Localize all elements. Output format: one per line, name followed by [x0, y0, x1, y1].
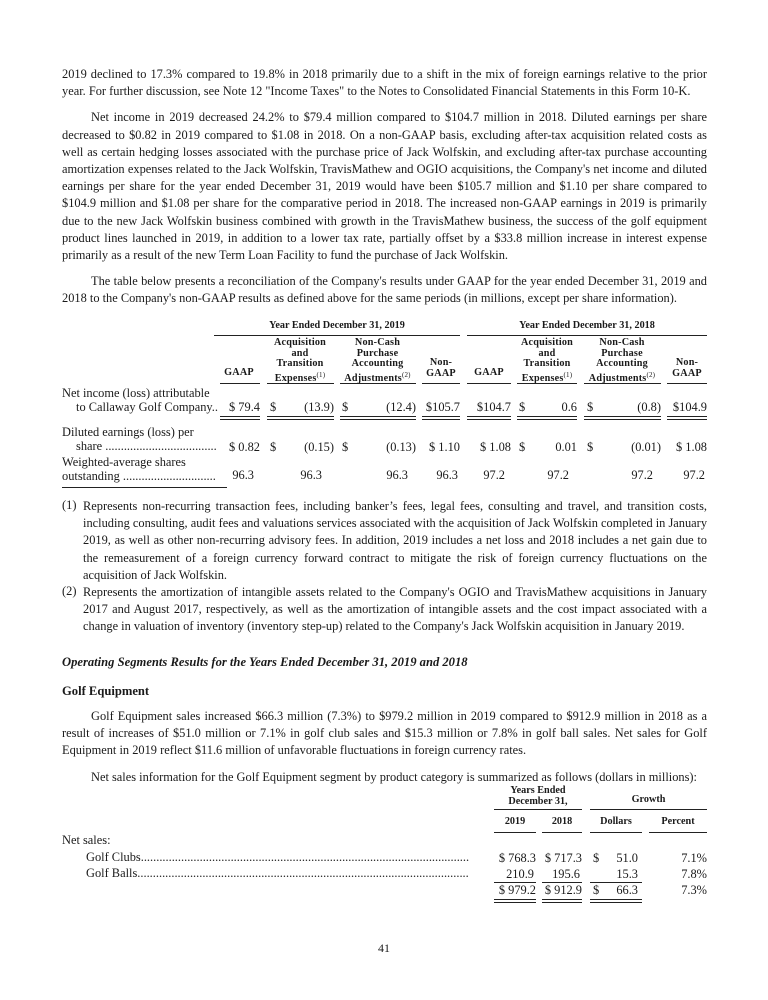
row-label-shares — [62, 456, 216, 483]
cell-value: (1) — [62, 498, 77, 512]
cell-value: $104.9 — [672, 400, 707, 414]
col-header-gaap-2019: GAAP — [224, 367, 254, 378]
cell-value: 97.2 — [547, 468, 569, 482]
cell-value: $ 0.82 — [229, 440, 260, 454]
cell-value: 0.01 — [555, 440, 577, 454]
row-golf-balls — [86, 867, 491, 881]
paragraph-net-income: Net income in 2019 decreased 24.2% to $79.4 million compared to $104.7 million in 2018. Diluted earnings per share decreased to $0.82 in 2019 compared to $1.08 in 2018. On a non-GAAP basis, excluding after-tax acquisition related costs as well as certain hedging losses associated with the purchase price of Jack Wolfskin, and excluding after-tax purchase accounting amortization expenses related to the Jack Wolfskin, TravisMathew and OGIO acquisitions, the Company's net income and diluted earnings per share for the year ended December 31, 2019 would have been $105.7 million and $1.10 per share compared to $104.9 million and $1.08 per share for the comparative period in 2018. The increased non-GAAP earnings in 2019 is primarily due to the new Jack Wolfskin business combined with growth in the TravisMathew business, the success of the golf equipment product lines launched in 2019, in addition to a lower tax rate, partially offset by a $33.8 million increase in interest expense primarily as a result of the new Term Loan Facility to fund the purchase of Jack Wolfskin. — [62, 110, 707, 263]
row-label-diluted-eps — [62, 426, 217, 453]
cell-value: 97.2 — [483, 468, 505, 482]
cell-value: Accounting — [351, 358, 404, 369]
cell-value: Expenses — [521, 372, 564, 384]
cell-value: $ — [593, 851, 600, 865]
cell-value: (2) — [646, 370, 656, 379]
table-rule — [267, 416, 334, 420]
cell-value: Adjustments — [588, 372, 647, 384]
table-rule — [467, 383, 511, 384]
cell-value: ........................................................................................................... — [137, 867, 469, 880]
table-rule — [517, 416, 577, 420]
cell-value: $ — [342, 400, 349, 414]
table-rule — [422, 416, 460, 420]
cell-value: and — [538, 347, 556, 359]
group-header-2018: Year Ended December 31, 2018 — [519, 320, 655, 331]
total-percent: 7.3% — [681, 883, 707, 897]
cell-value: Expenses — [274, 372, 317, 384]
cell-value: $ — [270, 440, 277, 454]
cell-value: 210.9 — [506, 867, 534, 881]
table-rule — [494, 832, 536, 833]
table-rule — [340, 416, 416, 420]
cell-value: 97.2 — [683, 468, 705, 482]
table-rule — [542, 832, 582, 833]
cell-value: (0.15) — [304, 440, 334, 454]
cell-value: Non-Cash — [354, 337, 401, 348]
row-golf-clubs — [86, 851, 491, 865]
table-rule — [220, 416, 260, 420]
group-header-years — [494, 785, 582, 807]
cell-value: $ — [519, 400, 526, 414]
cell-value: share .................................... — [76, 438, 217, 453]
cell-value: $ 768.3 — [498, 851, 536, 865]
table-rule — [422, 383, 460, 384]
cell-value: $ — [270, 400, 277, 414]
cell-value: (2) — [401, 370, 411, 379]
cell-value: Transition — [523, 358, 571, 369]
cell-value: Represents the amortization of intangible assets related to the Company's OGIO and TravisMathew acquisitions in January 2017 and August 2017, respectively, as well as the amortization of intangible assets and the cost impact associated with a change in valuation of inventory (inventory step-up) related to the Company's Jack Wolfskin acquisition in January 2019. — [83, 585, 707, 634]
cell-value: Non- — [675, 357, 699, 368]
cell-value: (0.13) — [386, 440, 416, 454]
table-rule — [517, 383, 577, 384]
cell-value: 0.6 — [561, 400, 577, 414]
subsection-heading: Golf Equipment — [62, 684, 150, 698]
cell-value: (1) — [563, 370, 573, 379]
footnote-2 — [62, 584, 707, 636]
cell-value: Net income (loss) attributable — [62, 386, 210, 400]
table-rule — [542, 899, 582, 903]
divider — [214, 335, 460, 336]
total-2018: $ 912.9 — [544, 883, 582, 897]
cell-value: 7.8% — [681, 867, 707, 881]
cell-value: Weighted-average shares — [62, 455, 186, 469]
cell-value: $ 1.08 — [480, 440, 511, 454]
cell-value: $ 1.10 — [429, 440, 460, 454]
paragraph-reconciliation-intro: The table below presents a reconciliation of the Company's results under GAAP for the year ended December 31, 2019 and 2018 to the Company's non-GAAP results as defined above for the same periods (in millions, except per share information). — [62, 274, 707, 306]
cell-value: Years Ended — [510, 785, 566, 796]
intro-text — [62, 66, 707, 308]
cell-value: (12.4) — [386, 400, 416, 414]
cell-value: GAAP — [426, 367, 456, 379]
cell-value: (1) — [316, 370, 326, 379]
table-rule — [584, 416, 661, 420]
table-rule — [584, 383, 661, 384]
table-rule — [667, 383, 707, 384]
net-sales-label: Net sales: — [62, 833, 111, 847]
cell-value: Golf Clubs — [86, 851, 141, 864]
table-rule — [667, 416, 707, 420]
table-rule — [467, 416, 511, 420]
group-header-growth: Growth — [631, 794, 666, 805]
section-heading: Operating Segments Results for the Years Ended December 31, 2019 and 2018 — [62, 655, 468, 669]
cell-value: (13.9) — [304, 400, 334, 414]
cell-value: $ — [587, 440, 594, 454]
group-header-2019: Year Ended December 31, 2019 — [269, 320, 405, 331]
cell-value: Diluted earnings (loss) per — [62, 425, 194, 439]
table-rule — [340, 383, 416, 384]
cell-value: $105.7 — [425, 400, 460, 414]
cell-value: 51.0 — [616, 851, 638, 865]
cell-value: Non-Cash — [599, 337, 645, 348]
cell-value: Accounting — [596, 358, 648, 369]
cell-value: 15.3 — [616, 867, 638, 881]
cell-value: (2) — [62, 584, 77, 598]
cell-value: outstanding .............................. — [62, 468, 216, 483]
cell-value: (0.8) — [637, 400, 661, 414]
footnote-1 — [62, 498, 707, 584]
cell-value: Purchase — [356, 347, 399, 359]
paragraph-tax-rate: 2019 declined to 17.3% compared to 19.8% in 2018 primarily due to a shift in the mix of foreign earnings relative to the prior year. For further discussion, see Note 12 "Income Taxes" to the Notes to Consolidated Financial Statements in this Form 10-K. — [62, 67, 707, 99]
cell-value: Golf Balls — [86, 867, 138, 880]
row-label-net-income — [62, 387, 218, 414]
footnote-divider — [62, 487, 227, 488]
total-dollars: 66.3 — [616, 883, 638, 897]
cell-value: 2018 — [551, 816, 573, 827]
table-rule — [590, 899, 642, 903]
cell-value: $104.7 — [476, 400, 511, 414]
table-rule — [267, 383, 334, 384]
cell-value: December 31, — [508, 796, 568, 807]
col-header-gaap-2018: GAAP — [474, 367, 504, 378]
cell-value: $ — [342, 440, 349, 454]
cell-value: Net sales information for the Golf Equipment segment by product category is summarized as follows (dollars in millions): — [91, 769, 697, 784]
cell-value: 96.3 — [300, 468, 322, 482]
table-rule — [649, 832, 707, 833]
cell-value: Golf Equipment sales increased $66.3 million (7.3%) to $979.2 million in 2019 compared to $912.9 million in 2018 as a result of increases of $51.0 million or 7.1% in golf club sales and $15.3 million or 7.8% in golf ball sales. Net sales for Golf Equipment in 2019 reflect $11.6 million of unfavorable fluctuations in foreign currency rates. — [62, 709, 707, 758]
cell-value: 96.3 — [436, 468, 458, 482]
col-header-noncash-2019 — [340, 338, 415, 384]
cell-value: $ 1.08 — [676, 440, 707, 454]
col-header-nongaap-2019 — [422, 358, 460, 379]
cell-value: (0.01) — [631, 440, 661, 454]
cell-value: $ 79.4 — [229, 400, 260, 414]
segment-text — [62, 708, 707, 786]
cell-value: $ — [593, 883, 600, 897]
cell-value: 195.6 — [552, 867, 580, 881]
cell-value: $ — [519, 440, 526, 454]
page-number: 41 — [378, 941, 390, 955]
table-rule — [220, 383, 260, 384]
cell-value: Purchase — [601, 347, 643, 359]
col-header-nongaap-2018 — [667, 358, 707, 379]
cell-value: and — [291, 347, 309, 359]
total-2019: $ 979.2 — [498, 883, 536, 897]
divider — [467, 335, 707, 336]
cell-value: 7.1% — [681, 851, 707, 865]
cell-value: .......................................................................................................... — [140, 851, 470, 864]
cell-value: Acquisition — [520, 337, 574, 348]
table-rule — [494, 899, 536, 903]
cell-value: Represents non-recurring transaction fees, including banker’s fees, legal fees, consulting and travel, and transition costs, including consulting, audit fees and valuations services associated with the acquisition of Jack Wolfskin completed in January 2019, as well as other non-recurring advisory fees. In addition, 2019 includes a net loss and 2018 includes a net gain due to the remeasurement of a foreign currency forward contract to mitigate the risk of foreign currency fluctuations on the acquisition of Jack Wolfskin. — [83, 499, 708, 582]
cell-value: to Callaway Golf Company.. — [76, 399, 219, 414]
col-header-noncash-2018 — [584, 338, 660, 384]
table-rule — [494, 809, 582, 810]
col-header-acquisition-2019 — [267, 338, 333, 384]
cell-value: 2019 — [504, 816, 526, 827]
cell-value: Percent — [661, 816, 695, 827]
cell-value: Adjustments — [344, 372, 402, 384]
cell-value: 97.2 — [631, 468, 653, 482]
cell-value: Non- — [429, 357, 453, 368]
cell-value: 96.3 — [386, 468, 408, 482]
cell-value: Acquisition — [273, 337, 327, 348]
table-rule — [590, 832, 642, 833]
col-header-acquisition-2018 — [517, 338, 577, 384]
cell-value: Dollars — [600, 816, 632, 827]
cell-value: $ 717.3 — [544, 851, 582, 865]
table-rule — [590, 809, 707, 810]
cell-value: Transition — [276, 358, 324, 369]
cell-value: GAAP — [672, 367, 702, 379]
cell-value: $ — [587, 400, 594, 414]
cell-value: 96.3 — [232, 468, 254, 482]
